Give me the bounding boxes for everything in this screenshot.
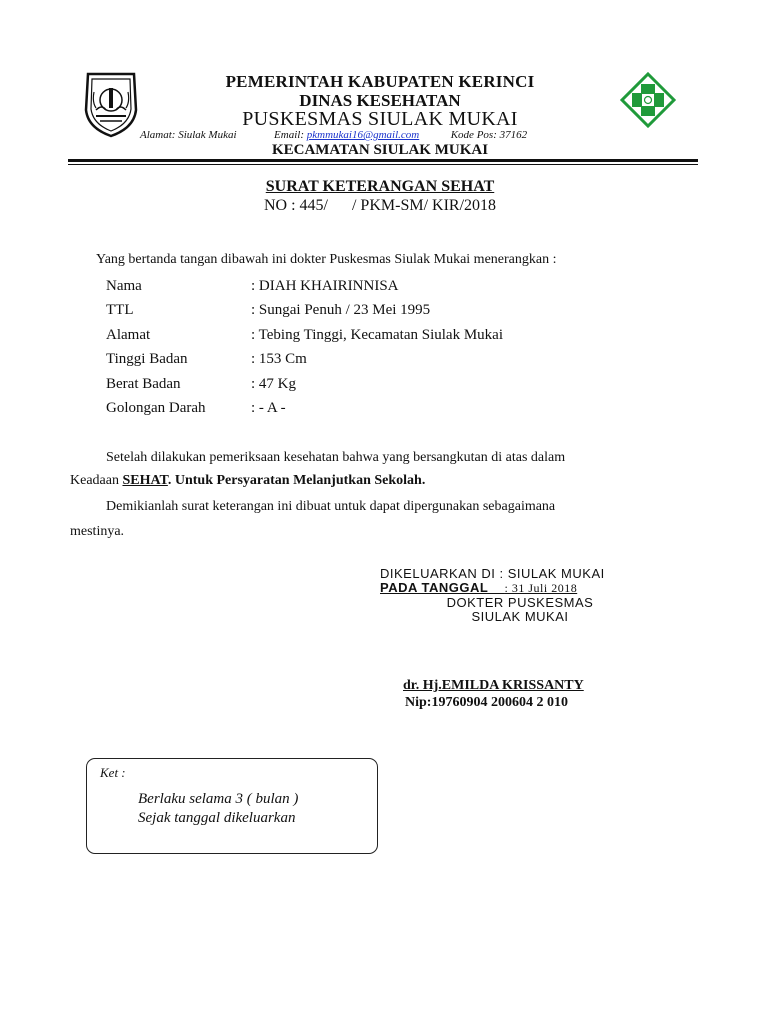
result-prefix: Keadaan: [70, 473, 123, 488]
note-heading: Ket :: [100, 765, 126, 780]
field-value-berat-badan: : 47 Kg: [251, 376, 296, 392]
signer-role-line2: SIULAK MUKAI: [471, 609, 569, 624]
email-label: Email:: [274, 129, 307, 141]
letter-number: NO : 445/ / PKM-SM/ KIR/2018: [263, 197, 497, 214]
header-puskesmas: PUSKESMAS SIULAK MUKAI: [242, 108, 518, 130]
postal-code: Kode Pos: 37162: [450, 129, 528, 141]
doctor-nip: Nip:19760904 200604 2 010: [405, 695, 568, 710]
letter-title: SURAT KETERANGAN SEHAT: [265, 178, 495, 195]
field-label-golongan-darah: Golongan Darah: [106, 400, 206, 416]
note-since: Sejak tanggal dikeluarkan: [138, 810, 296, 826]
field-value-ttl: : Sungai Penuh / 23 Mei 1995: [251, 302, 431, 318]
header-divider-thick: [68, 159, 698, 162]
field-value-tinggi-badan: : 153 Cm: [251, 351, 307, 367]
result-purpose: . Untuk Persyaratan Melanjutkan Sekolah.: [167, 473, 426, 488]
field-value-nama: : DIAH KHAIRINNISA: [251, 278, 399, 294]
header-address-line: [140, 129, 630, 141]
paragraph-result-line2: [70, 473, 425, 489]
date-label: PADA TANGGAL: [380, 580, 505, 595]
email-link[interactable]: pkmmukai16@gmail.com: [306, 129, 420, 141]
field-label-berat-badan: Berat Badan: [106, 376, 181, 392]
address-label: Alamat: Siulak Mukai: [140, 129, 237, 141]
field-value-golongan-darah: : - A -: [251, 400, 286, 416]
header-government: PEMERINTAH KABUPATEN KERINCI: [225, 72, 535, 91]
issued-date: [380, 580, 577, 596]
intro-text: Yang bertanda tangan dibawah ini dokter Puskesmas Siulak Mukai menerangkan :: [96, 252, 557, 267]
health-status: SEHAT: [122, 473, 168, 488]
field-value-alamat: : Tebing Tinggi, Kecamatan Siulak Mukai: [251, 327, 503, 343]
issued-place: DIKELUARKAN DI : SIULAK MUKAI: [380, 566, 605, 581]
note-validity: Berlaku selama 3 ( bulan ): [138, 791, 299, 807]
puskesmas-cross-icon: [620, 72, 676, 128]
paragraph-result-line1: Setelah dilakukan pemeriksaan kesehatan bahwa yang bersangkutan di atas dalam: [106, 450, 566, 465]
field-label-alamat: Alamat: [106, 327, 151, 343]
header-divider-thin: [68, 164, 698, 165]
date-value: : 31 Juli 2018: [504, 581, 578, 595]
signer-role-line1: DOKTER PUSKESMAS: [446, 595, 594, 610]
regency-crest-icon: [82, 70, 140, 138]
header-district: KECAMATAN SIULAK MUKAI: [271, 142, 489, 158]
paragraph-closing-line1: Demikianlah surat keterangan ini dibuat untuk dapat dipergunakan sebagaimana: [106, 499, 556, 514]
doctor-name: dr. Hj.EMILDA KRISSANTY: [403, 678, 584, 693]
header-department: DINAS KESEHATAN: [299, 91, 461, 110]
field-label-ttl: TTL: [106, 302, 134, 318]
paragraph-closing-line2: mestinya.: [70, 524, 125, 539]
field-label-nama: Nama: [106, 278, 142, 294]
field-label-tinggi-badan: Tinggi Badan: [106, 351, 188, 367]
